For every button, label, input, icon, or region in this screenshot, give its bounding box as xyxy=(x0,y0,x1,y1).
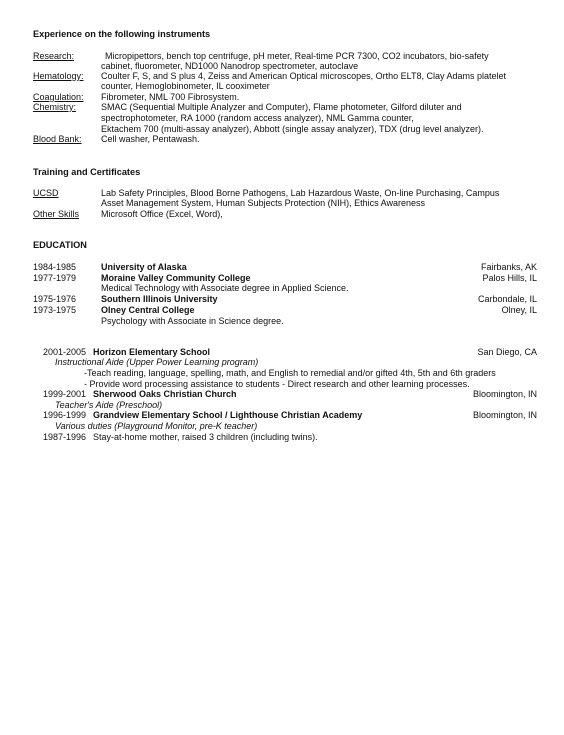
other-years: 1987-1996 xyxy=(43,432,87,442)
research-label: Research: xyxy=(33,51,75,61)
hematology-label: Hematology: xyxy=(33,71,84,81)
job-years: 2001-2005 xyxy=(43,347,87,357)
job-employer: Sherwood Oaks Christian Church xyxy=(93,389,237,399)
job-bullet: -Teach reading, language, spelling, math, and English to remedial and/or gifted 4th, 5th and 6th graders xyxy=(84,368,496,378)
job-location: Bloomington, IN xyxy=(472,410,537,420)
edu-years: 1977-1979 xyxy=(33,273,77,283)
hematology-line-2: counter, Hemoglobinometer, IL cooximeter xyxy=(101,81,270,91)
edu-location: Palos Hills, IL xyxy=(482,273,537,283)
job-location: San Diego, CA xyxy=(477,347,537,357)
edu-years: 1984-1985 xyxy=(33,262,77,272)
training-heading: Training and Certificates xyxy=(33,167,141,177)
edu-detail: Psychology with Associate in Science degree. xyxy=(101,316,284,326)
chemistry-label: Chemistry: xyxy=(33,102,77,112)
coagulation-line-1: Fibrometer, NML 700 Fibrosystem. xyxy=(101,92,240,102)
research-line-2: cabinet, fluorometer, ND1000 Nanodrop spectrometer, autoclave xyxy=(101,61,359,71)
edu-location: Carbondale, IL xyxy=(477,294,537,304)
hematology-line-1: Coulter F, S, and S plus 4, Zeiss and American Optical microscopes, Ortho ELT8, Clay Adams platelet xyxy=(101,71,507,81)
edu-school: Moraine Valley Community College xyxy=(101,273,251,283)
chemistry-line-3: Ektachem 700 (multi-assay analyzer), Abbott (single assay analyzer), TDX (drug level analyzer). xyxy=(101,124,484,134)
job-employer: Horizon Elementary School xyxy=(93,347,211,357)
job-role: Various duties (Playground Monitor, pre-K teacher) xyxy=(55,421,258,431)
job-location: Bloomington, IN xyxy=(472,389,537,399)
job-years: 1999-2001 xyxy=(43,389,87,399)
edu-detail: Medical Technology with Associate degree in Applied Science. xyxy=(101,283,349,293)
job-role: Instructional Aide (Upper Power Learning program) xyxy=(55,357,259,367)
education-heading: EDUCATION xyxy=(33,240,87,250)
other-text: Stay-at-home mother, raised 3 children (including twins). xyxy=(93,432,318,442)
edu-years: 1975-1976 xyxy=(33,294,77,304)
other-skills-line-1: Microsoft Office (Excel, Word), xyxy=(101,209,223,219)
job-role: Teacher's Aide (Preschool) xyxy=(55,400,163,410)
job-employer: Grandview Elementary School / Lighthouse Christian Academy xyxy=(93,410,363,420)
ucsd-label: UCSD xyxy=(33,188,59,198)
edu-school: Olney Central College xyxy=(101,305,195,315)
edu-years: 1973-1975 xyxy=(33,305,77,315)
research-line-1: Micropipettors, bench top centrifuge, pH meter, Real-time PCR 7300, CO2 incubators, bio-safety xyxy=(105,51,489,61)
job-bullet: - Provide word processing assistance to students - Direct research and other learning processes. xyxy=(84,379,470,389)
other-skills-label: Other Skills xyxy=(33,209,80,219)
ucsd-line-2: Asset Management System, Human Subjects Protection (NIH), Ethics Awareness xyxy=(101,198,425,208)
job-years: 1996-1999 xyxy=(43,410,87,420)
edu-school: University of Alaska xyxy=(101,262,187,272)
edu-location: Fairbanks, AK xyxy=(480,262,537,272)
chemistry-line-1: SMAC (Sequential Multiple Analyzer and Computer), Flame photometer, Gilford diluter and xyxy=(101,102,462,112)
instruments-heading: Experience on the following instruments xyxy=(33,29,211,39)
blood-bank-line-1: Cell washer, Pentawash. xyxy=(101,134,200,144)
chemistry-line-2: spectrophotometer, RA 1000 (random access analyzer), NML Gamma counter, xyxy=(101,113,414,123)
blood-bank-label: Blood Bank: xyxy=(33,134,82,144)
coagulation-label: Coagulation: xyxy=(33,92,84,102)
edu-location: Olney, IL xyxy=(501,305,537,315)
ucsd-line-1: Lab Safety Principles, Blood Borne Pathogens, Lab Hazardous Waste, On-line Purchasing, Campus xyxy=(101,188,500,198)
edu-school: Southern Illinois University xyxy=(101,294,218,304)
